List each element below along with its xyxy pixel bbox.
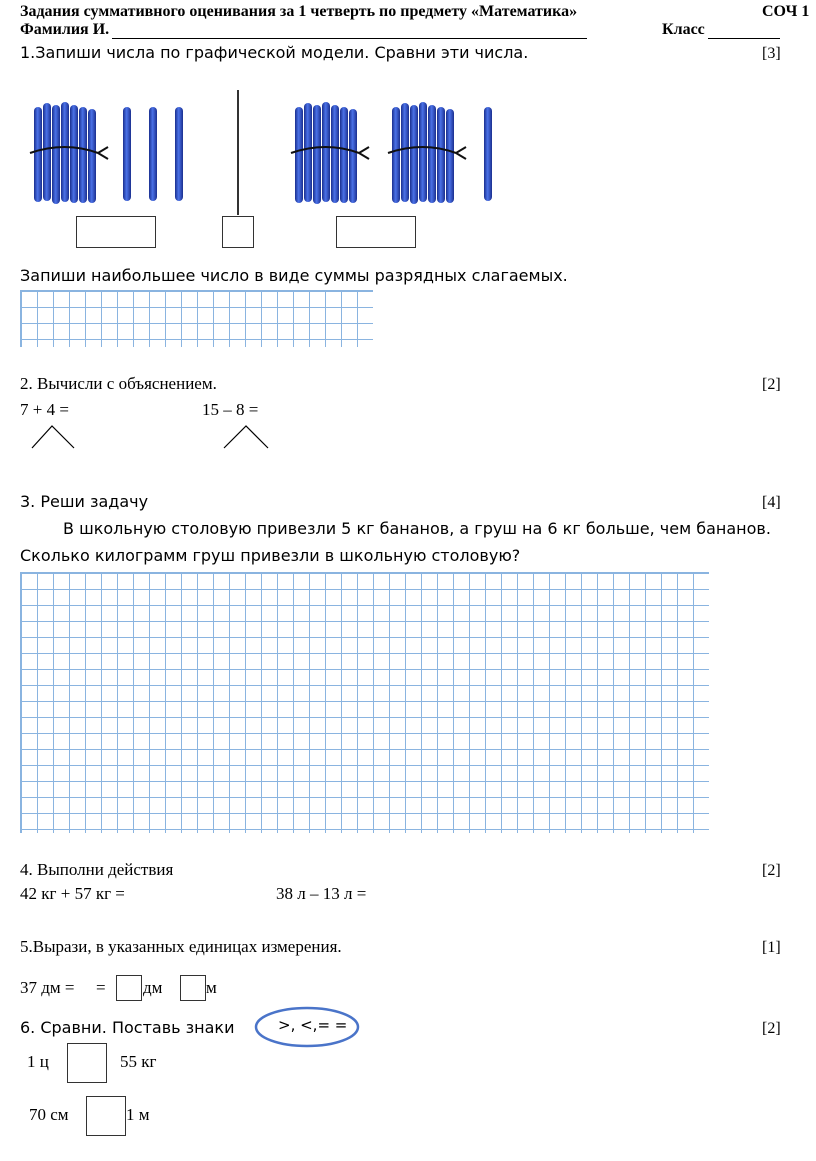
task2-expression1: 7 + 4 = — [20, 400, 69, 419]
task6-compare-box-1[interactable] — [67, 1043, 107, 1083]
task5-expression: 37 дм = — [20, 978, 75, 997]
task3-problem-line1: В школьную столовую привезли 5 кг бананов, а груш на 6 кг больше, чем бананов. — [63, 519, 771, 538]
task2-expression2: 15 – 8 = — [202, 400, 259, 419]
answer-box-number2[interactable] — [336, 216, 416, 248]
worksheet-code: СОЧ 1 — [762, 3, 810, 20]
bundle-of-ten-1 — [30, 102, 108, 204]
task6-row2-left: 70 см — [29, 1105, 69, 1124]
task1-instruction: 1.Запиши числа по графической модели. Сравни эти числа. — [20, 43, 529, 62]
task5-answer-box-dm[interactable] — [116, 975, 142, 1001]
task5-equals: = — [96, 978, 106, 997]
bundle-of-ten-2 — [291, 102, 369, 204]
task6-signs: >, <,= = — [278, 1016, 348, 1034]
single-stick — [175, 107, 183, 201]
task4-points: [2] — [762, 862, 781, 879]
task3-problem-line2: Сколько килограмм груш привезли в школьную столовую? — [20, 546, 521, 565]
task4-expression2: 38 л – 13 л = — [276, 884, 367, 903]
compare-sign-box[interactable] — [222, 216, 254, 248]
task1-points: [3] — [762, 45, 781, 62]
answer-box-number1[interactable] — [76, 216, 156, 248]
task6-points: [2] — [762, 1020, 781, 1037]
task2-instruction: 2. Вычисли с объяснением. — [20, 374, 217, 393]
name-field-line[interactable] — [112, 38, 587, 39]
task5-instruction: 5.Вырази, в указанных единицах измерения. — [20, 937, 342, 956]
task5-answer-box-m[interactable] — [180, 975, 206, 1001]
task5-unit-dm: дм — [143, 978, 163, 997]
task6-instruction: 6. Сравни. Поставь знаки — [20, 1018, 235, 1037]
name-label: Фамилия И. — [20, 21, 110, 38]
task6-row1-left: 1 ц — [27, 1052, 49, 1071]
class-field-line[interactable] — [708, 38, 780, 39]
answer-grid-task1[interactable] — [20, 290, 373, 347]
single-stick — [484, 107, 492, 201]
task3-points: [4] — [762, 494, 781, 511]
task6-row1-right: 55 кг — [120, 1052, 157, 1071]
decomposition-branches — [28, 422, 288, 452]
task2-points: [2] — [762, 376, 781, 393]
task3-instruction: 3. Реши задачу — [20, 492, 149, 511]
answer-grid-task3[interactable] — [20, 572, 709, 833]
worksheet-title: Задания суммативного оценивания за 1 четверть по предмету «Математика» — [20, 3, 578, 20]
task1-subinstruction: Запиши наибольшее число в виде суммы разрядных слагаемых. — [20, 266, 568, 285]
bundle-of-ten-3 — [388, 102, 466, 204]
single-stick — [123, 107, 131, 201]
task4-instruction: 4. Выполни действия — [20, 860, 174, 879]
task6-row2-right: 1 м — [126, 1105, 150, 1124]
task5-unit-m: м — [206, 978, 217, 997]
single-stick — [149, 107, 157, 201]
task5-points: [1] — [762, 939, 781, 956]
task4-expression1: 42 кг + 57 кг = — [20, 884, 125, 903]
class-label: Класс — [662, 21, 705, 38]
task6-compare-box-2[interactable] — [86, 1096, 126, 1136]
